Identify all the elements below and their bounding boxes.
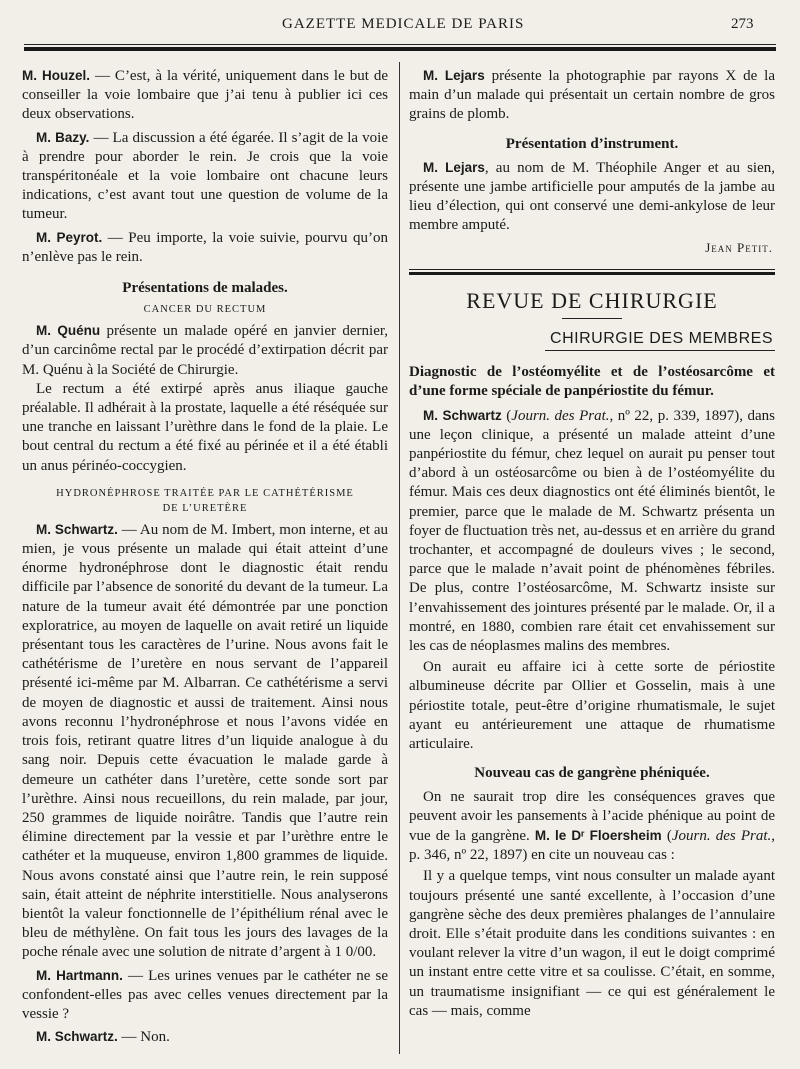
paragraph-quenu [22,321,388,380]
section-heading-instrument: Présentation d’instrument. [505,135,679,152]
section-rule-thick [409,272,775,275]
paragraph-text: — Au nom de M. Imbert, mon interne, et au mien, je vous présente un malade qui était atteint d’une énorme hydronéphrose dont le diagnostic était rendu difficile par l’absence de sonorité du devant de la tumeur. La nature de la tumeur avait été démontrée par une ponction exploratrice, au moyen de laquelle on avait retiré un liquide présentant tous les caractères de l’urine. Nous avons fait le cathétérisme de l’uretère en nous servant de l’appareil présenté ici-même par M. Albarran. Ce cathétérisme a servi de moyen de diagnostic et aussi de traitement. Ainsi nous avons reconnu l’hydronéphrose et nous l’avons vidée en trois fois, retirant quatre litres d’un liquide analogue à du sang noir. Depuis cette évacuation le malade garde à demeure un cathéter dans l’uretère, cette sonde sort par l’urèthre. Ainsi nous recueillons, du rein malade, par jour, 250 grammes de liquide noirâtre. Tandis que l’autre rein élimine directement par la vessie et par l’urèthre entre le cathéter et la muqueuse, environ 1,800 grammes de liquide. Nous avons constaté ainsi que l’autre rein, le rein supposé sain, était atteint de néphrite interstitielle. Nous analyserons bientôt la valeur fonctionnelle de l’épithélium rénal avec le bleu de méthylène. On fait tous les jours des lavages de la poche rénale avec une solution de nitrate d’argent à 1 0/00. [22,521,388,961]
paragraph-hartmann [22,966,388,1025]
subheading-hydronephrose-1: HYDRONÉPHROSE TRAITÉE PAR LE CATHÉTÉRISME [56,487,354,499]
reference-details: , p. 346, nº 22, 1897) en cite un nouveau cas : [409,827,775,864]
speaker-name: M. Quénu [36,323,101,339]
journal-title: GAZETTE MEDICALE DE PARIS [282,16,525,32]
article-title-osteomyelite: Diagnostic de l’ostéomyélite et de l’ostéosarcôme et d’une forme spéciale de panpériostite du fémur. [409,364,775,400]
speaker-name: M. Schwartz. [36,521,118,537]
paragraph-text: ( [661,827,672,844]
article-title-gangrene: Nouveau cas de gangrène phéniquée. [474,765,710,782]
speaker-name: M. Hartmann. [36,967,123,983]
right-column [409,66,775,1021]
section-heading-presentations: Présentations de malades. [122,280,288,297]
speaker-name: M. Lejars [423,159,485,175]
chirurgie-rule [545,350,775,351]
running-head [0,16,800,42]
header-rule-thin [24,44,776,45]
paragraph-text: — Non. [117,1029,170,1046]
column-divider [399,62,400,1054]
left-column [22,66,388,1047]
paragraph-peyrot [22,228,388,267]
speaker-name: M. Houzel. [22,68,90,83]
signature: Jean Petit. [705,239,773,255]
paragraph-text: On ne saurait trop dire les conséquences graves que peuvent avoir les pansements à l’acide phénique au point de vue de la gangrène. [409,788,775,844]
paragraph-text: — C’est, à la vérité, uniquement dans le but de conseiller la voie lombaire que j’ai tenu à publier ici ces deux observations. [22,68,388,123]
paragraph-houzel [22,66,388,125]
paragraph-lejars-photo [409,66,775,125]
page-number: 273 [731,16,754,32]
journal-reference: Journ. des Prat. [511,407,610,424]
speaker-name: M. Peyrot. [36,229,103,245]
speaker-name: M. Bazy. [36,129,90,145]
chirurgie-heading: CHIRURGIE DES MEMBRES [550,330,773,348]
speaker-name: M. Schwartz. [36,1029,118,1045]
revue-title: REVUE DE CHIRURGIE [466,287,718,313]
section-rule-thin [409,269,775,270]
paragraph-text: présente un malade opéré en janvier dernier, d’un carcinôme rectal par le procédé d’extirpation décrit par M. Quénu à la Société de Chirurgie. [22,323,388,378]
paragraph-text: ), dans une leçon clinique, a présenté un malade atteint d’une panpériostite du fémur, chez lequel on aurait pu penser tout d’abord à un ostéosarcôme ou bien à de l’ostéomyélite du fémur. Mais ces deux diagnostics ont été éliminés bientôt, le premier, parce que le malade de M. Schwartz présenta un foyer de fluctuation très net, au-dessus et en arrière du grand trochanter, et accompagné de douleurs vives ; le second, parce que le malade n’avait point de phénomènes fébriles. De plus, contre l’ostéosarcôme, M. Schwartz insiste sur l’envahissement des jointures présenté par le malade. Or, il a montré, en 1880, combien rare était cet envahissement sur les cas de néoplasmes malins des membres. [409,407,775,655]
paragraph-periostite: On aurait eu affaire ici à cette sorte de périostite albumineuse décrite par Ollier et Gosselin, mais à une périostite totale, peut-être d’origine rhumatismale, le sujet ayant eu antérieurement une attaque de rhumatisme articulaire. [409,659,775,753]
speaker-name: M. le Dʳ Floersheim [534,827,662,843]
paragraph-text: — Les urines venues par le cathéter ne se confondent-elles pas avec celles venues directement par la vessie ? [22,967,389,1022]
paragraph-schwartz [22,520,388,963]
speaker-name: M. Lejars [423,68,485,83]
paragraph-rectum: Le rectum a été extirpé après anus iliaque gauche préalable. Il adhérait à la prostate, laquelle a été réséquée sur une tranche en laissant l’urèthre dans le fond de la plaie. Le bout central du rectum a été fixé au périnée et il a été établi un anus périnéo-coccygien. [22,380,388,474]
journal-reference: Journ. des Prat. [671,827,772,844]
paragraph-lejars-instrument [409,158,775,236]
speaker-name: M. Schwartz [423,407,502,423]
paragraph-text: — Peu importe, la voie suivie, pourvu qu’on n’enlève pas le rein. [22,229,388,265]
paragraph-bazy [22,128,388,225]
subheading-cancer: CANCER DU RECTUM [143,304,267,316]
paragraph-osteomyelite: M. Schwartz (Journ. des Prat., nº 22, p. 339, 1897), dans une leçon clinique, a présenté un malade atteint d’une panpériostite du fémur, chez lequel on aurait pu penser tout d’abord à un ostéosarcôme ou bien à de l’ostéomyélite du fémur. Mais ces deux diagnostics ont été éliminés bientôt, le premier, parce que le malade de M. Schwartz présenta un foyer de fluctuation très net, au-dessus et en arrière du grand trochanter, et accompagné de douleurs vives ; le second, parce que le malade n’avait point de phénomènes fébriles. De plus, contre l’ostéosarcôme, M. Schwartz insiste sur l’envahissement des jointures présenté par le malade. Or, il a montré, en 1880, combien rare était cet envahissement sur les cas de néoplasmes malins des membres. [409,407,775,655]
reference-details: , nº 22, p. 339, 1897 [609,407,735,424]
subheading-hydronephrose-2: DE L’URETÈRE [162,502,248,514]
paragraph-gangrene-intro [409,788,775,866]
header-rule-thick [24,47,776,51]
paragraph-text: présente la photographie par rayons X de la main d’un malade qui présentait un certain nombre de gros grains de plomb. [409,68,775,123]
paragraph-schwartz-reply [22,1027,388,1047]
paragraph-text: — La discussion a été égarée. Il s’agit de la voie à prendre pour aborder le rein. Je crois que la voie transpéritonéale et la voie lombaire ont chacune leurs indications, c’est avant tout une question de volume de la tumeur. [22,129,388,223]
paragraph-text: , au nom de M. Théophile Anger et au sien, présente une jambe artificielle pour amputés de la jambe au lieu d’élection, qui ont conservé une demi-ankylose de leur membre amputé. [409,159,775,234]
paragraph-gangrene-case: Il y a quelque temps, vint nous consulter un malade ayant toujours présenté une santé excellente, à l’occasion d’une gangrène sèche des deux premières phalanges de l’annulaire droit. Elle s’était produite dans les conditions suivantes : en voulant relever la vitre d’un wagon, il eut le doigt comprimé un instant entre cette vitre et sa coulisse. C’était, en somme, un traumatisme insignifiant — ce qui est généralement le cas — mais, comme [409,868,775,1019]
revue-rule [562,318,622,319]
